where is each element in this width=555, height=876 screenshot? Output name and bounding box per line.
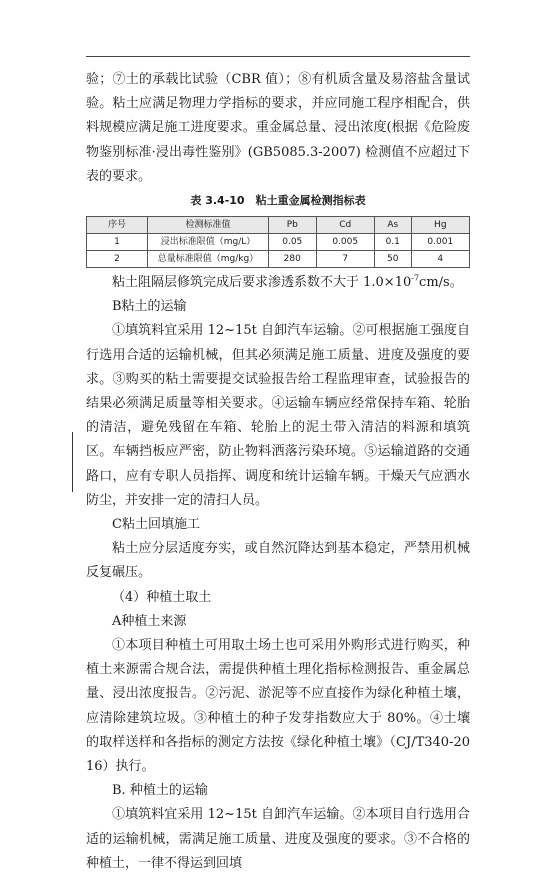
permeability-unit: cm/s。: [419, 275, 463, 291]
table-cell: 浸出标准限值（mg/L）: [148, 234, 269, 251]
paragraph-permeability: [86, 271, 470, 295]
paragraph-soil-source: ①本项目种植土可用取土场土也可采用外购形式进行购买，种植土来源需合规合法，需提供种植土理化指标检测报告、重金属总量、浸出浓度报告。②污泥、淤泥等不应直接作为绿化种植土壤，应清除建筑垃圾。③种植土的种子发芽指数应大于 80%。④土壤的取样送样和各指标的测定方法按《绿化种植土壤》（CJ/T340-2016）执行。: [86, 638, 470, 775]
table-row: [87, 251, 470, 268]
revision-bar: [72, 432, 73, 492]
header-cell: As: [374, 217, 411, 234]
table-cell: 总量标准限值（mg/kg）: [148, 251, 269, 268]
paragraph-soil-transport: ①填筑料宜采用 12~15t 自卸汽车运输。②本项目自行选用合适的运输机械，需满足施工质量、进度及强度的要求。③不合格的种植土，一律不得运到回填: [86, 807, 470, 871]
heavy-metal-table: [86, 216, 470, 268]
permeability-exponent: -7: [411, 273, 420, 283]
table-cell: 4: [411, 251, 469, 268]
heading-clay-backfill: C粘土回填施工: [112, 517, 200, 533]
body-content: [86, 68, 470, 876]
header-cell: 序号: [87, 217, 148, 234]
header-cell: Pb: [269, 217, 317, 234]
table-cell: 280: [269, 251, 317, 268]
header-cell: Hg: [411, 217, 469, 234]
paragraph-test-requirements: 验；⑦土的承载比试验（CBR 值）；⑧有机质含量及易溶盐含量试验。粘土应满足物理力学指标的要求，并应同施工程序相配合，供料规模应满足施工进度要求。重金属总量、浸出浓度(根据《危险废物鉴别标准·浸出毒性鉴别》(GB5085.3-2007) 检测值不应超过下表的要求。: [86, 72, 470, 184]
table-cell: 50: [374, 251, 411, 268]
header-rule: [86, 56, 470, 57]
table-row: [87, 234, 470, 251]
table-cell: 0.05: [269, 234, 317, 251]
table-cell: 1: [87, 234, 148, 251]
header-cell: 检测标准值: [148, 217, 269, 234]
heading-soil-transport: B. 种植土的运输: [112, 783, 208, 799]
table-header-row: [87, 217, 470, 234]
table-cell: 7: [316, 251, 374, 268]
paragraph-clay-transport: ①填筑料宜采用 12~15t 自卸汽车运输。②可根据施工强度自行选用合适的运输机械，但其必须满足施工质量、进度及强度的要求。③购买的粘土需要提交试验报告给工程监理审查，试验报告的结果必须满足质量等相关要求。④运输车辆应经常保持车箱、轮胎的清洁，避免残留在车箱、轮胎上的泥土带入清洁的料源和填筑区。车辆挡板应严密，防止物料洒落污染环境。⑤运输道路的交通路口，应有专职人员指挥、调度和统计运输车辆。干燥天气应洒水防尘，并安排一定的清扫人员。: [86, 323, 470, 508]
table-cell: 0.005: [316, 234, 374, 251]
table-cell: 2: [87, 251, 148, 268]
heading-clay-transport: B粘土的运输: [112, 299, 187, 315]
heading-planting-soil: （4）种植土取土: [112, 589, 212, 605]
header-cell: Cd: [316, 217, 374, 234]
table-cell: 0.001: [411, 234, 469, 251]
heading-soil-source: A种植土来源: [112, 613, 187, 629]
table-cell: 0.1: [374, 234, 411, 251]
paragraph-clay-backfill: 粘土应分层适度夯实，或自然沉降达到基本稳定，严禁用机械反复碾压。: [86, 541, 470, 581]
permeability-text: 粘土阻隔层修筑完成后要求渗透系数不大于 1.0×10: [112, 275, 412, 291]
table-caption: 表 3.4-10 粘土重金属检测指标表: [190, 194, 366, 208]
